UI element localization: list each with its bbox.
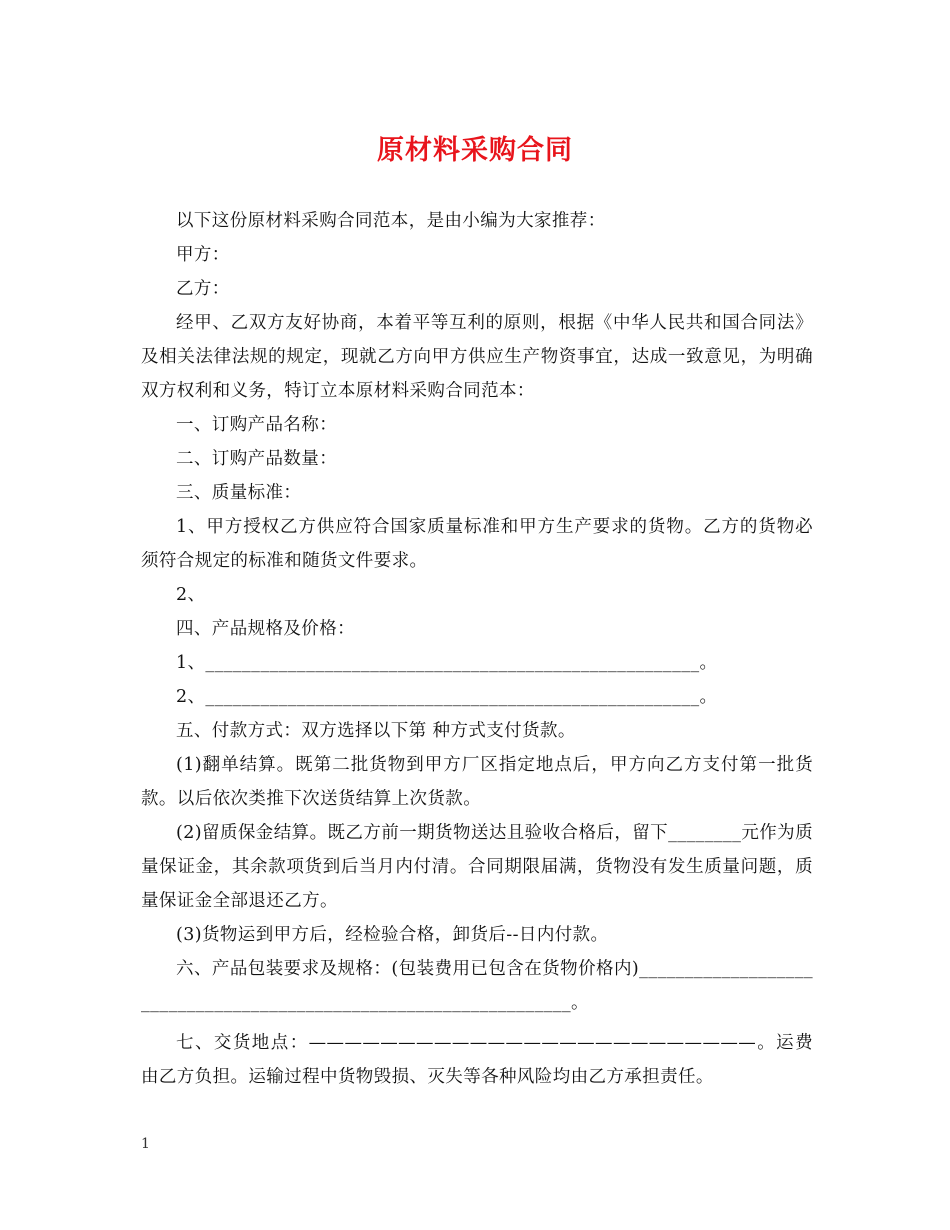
- quality-clause-1: 1、甲方授权乙方供应符合国家质量标准和甲方生产要求的货物。乙方的货物必须符合规定的标准和随货文件要求。: [141, 517, 813, 571]
- party-b-line: 乙方：: [176, 279, 230, 299]
- payment-option-3: (3)货物运到甲方后，经检验合格，卸货后--日内付款。: [176, 925, 609, 945]
- section-quality-standard: 三、质量标准：: [176, 483, 302, 503]
- document-body: [141, 204, 813, 1094]
- spec-price-item-1: 1、______________________________________________________。: [176, 653, 718, 673]
- section-delivery-location: 七、交货地点：—————————————————————————。运费由乙方负担。运输过程中货物毁损、灭失等各种风险均由乙方承担责任。: [141, 1033, 813, 1087]
- quality-clause-2: 2、: [176, 585, 206, 605]
- document-title: 原材料采购合同: [377, 135, 573, 166]
- section-payment-method: 五、付款方式：双方选择以下第 种方式支付货款。: [176, 721, 576, 741]
- section-product-name: 一、订购产品名称：: [176, 415, 338, 435]
- section-spec-price: 四、产品规格及价格：: [176, 619, 355, 639]
- payment-option-2: (2)留质保金结算。既乙方前一期货物送达且验收合格后，留下________元作为质量保证金，其余款项货到后当月内付清。合同期限届满，货物没有发生质量问题，质量保证金全部退还乙方。: [141, 823, 813, 911]
- payment-option-1: (1)翻单结算。既第二批货物到甲方厂区指定地点后，甲方向乙方支付第一批货款。以后依次类推下次送货结算上次货款。: [141, 755, 813, 809]
- party-a-line: 甲方：: [176, 245, 230, 265]
- intro-paragraph: 以下这份原材料采购合同范本，是由小编为大家推荐：: [176, 211, 606, 231]
- section-packaging: 六、产品包装要求及规格：(包装费用已包含在货物价格内)__________________________________________________________________。: [141, 959, 813, 1013]
- preamble-paragraph: 经甲、乙双方友好协商，本着平等互利的原则，根据《中华人民共和国合同法》及相关法律法规的规定，现就乙方向甲方供应生产物资事宜，达成一致意见，为明确双方权利和义务，特订立本原材料采购合同范本：: [141, 313, 813, 401]
- section-product-quantity: 二、订购产品数量：: [176, 449, 338, 469]
- spec-price-item-2: 2、______________________________________________________。: [176, 687, 718, 707]
- page-number: 1: [141, 1136, 150, 1152]
